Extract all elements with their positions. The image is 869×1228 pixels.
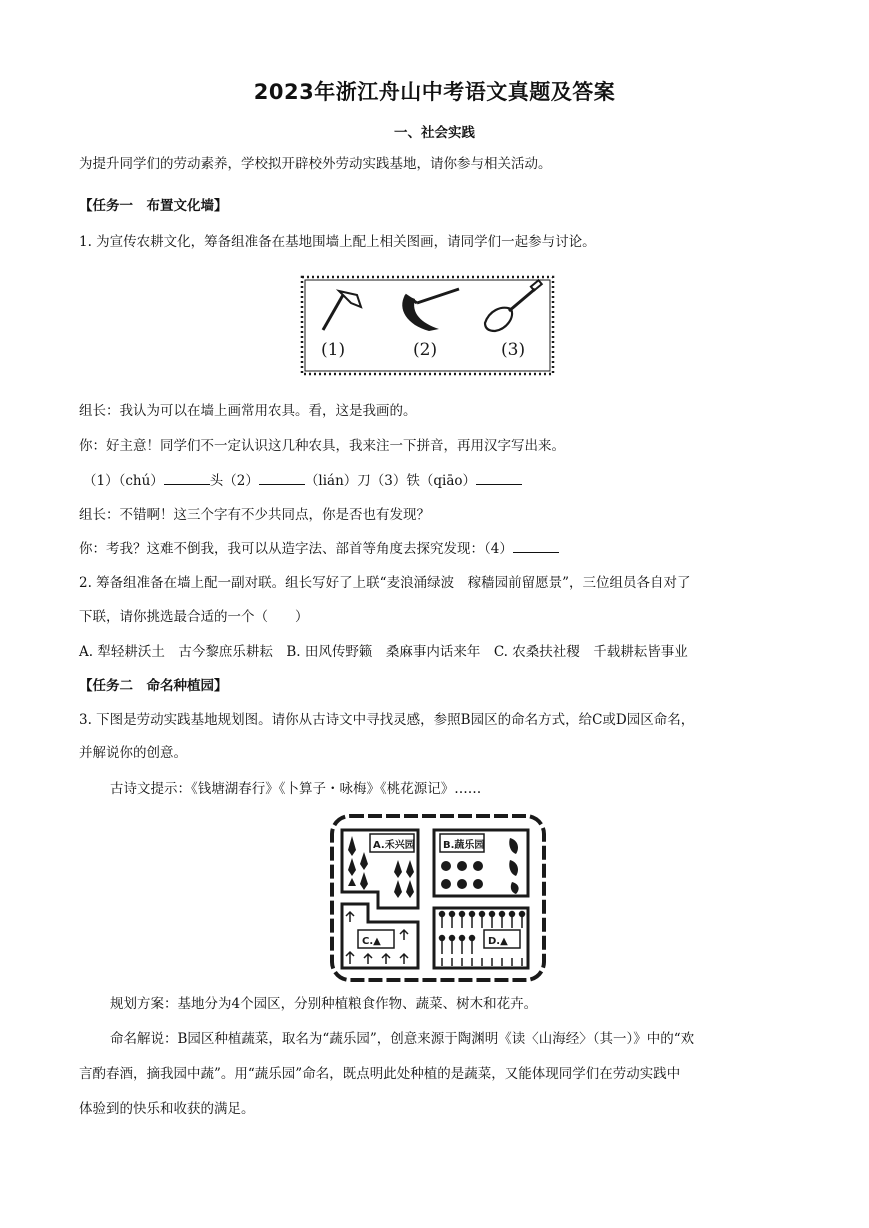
task1-heading: 【任务一 布置文化墙】 [79, 198, 228, 214]
fill-label-2: 头（2） [209, 473, 259, 489]
dialogue-you-2 [79, 540, 559, 558]
blank-2[interactable] [259, 472, 305, 485]
blank-4[interactable] [513, 540, 559, 553]
fill-in-line [83, 472, 522, 490]
intro-text: 为提升同学们的劳动素养，学校拟开辟校外劳动实践基地，请你参与相关活动。 [79, 156, 552, 172]
hoe-icon [323, 291, 361, 330]
garden-label-d: D.▲ [488, 936, 508, 947]
tool-label-3: (3) [501, 340, 526, 360]
shovel-icon [485, 280, 542, 331]
poem-hint: 古诗文提示：《钱塘湖春行》《卜算子・咏梅》《桃花源记》…… [110, 781, 482, 797]
dialogue-leader-2: 组长：不错啊！这三个字有不少共同点，你是否也有发现？ [79, 507, 430, 523]
question-3-line2: 并解说你的创意。 [79, 745, 187, 761]
farm-tools-figure [299, 273, 557, 381]
fill-label-1: （1）（chú） [83, 473, 164, 489]
page-title: 2023年浙江舟山中考语文真题及答案 [253, 80, 616, 104]
dialogue-you-2-text: 你：考我？这难不倒我，我可以从造字法、部首等角度去探究发现：（4） [79, 541, 513, 557]
tool-label-2: (2) [413, 340, 438, 360]
blank-1[interactable] [164, 472, 210, 485]
question-1: 1. 为宣传农耕文化，筹备组准备在基地围墙上配上相关图画，请同学们一起参与讨论。 [79, 234, 596, 250]
garden-label-a: A.禾兴园 [373, 840, 415, 851]
naming-explanation-line3: 体验到的快乐和收获的满足。 [79, 1101, 255, 1117]
sickle-icon [402, 289, 459, 331]
garden-label-b: B.蔬乐园 [443, 840, 485, 851]
tool-label-1: (1) [321, 340, 346, 360]
plan-text: 规划方案：基地分为4个园区，分别种植粮食作物、蔬菜、树木和花卉。 [110, 996, 538, 1012]
garden-label-c: C.▲ [362, 936, 381, 947]
dialogue-leader-1: 组长：我认为可以在墙上画常用农具。看，这是我画的。 [79, 403, 417, 419]
question-2-line2: 下联，请你挑选最合适的一个（ ） [79, 609, 309, 625]
garden-plan-map [328, 812, 548, 984]
question-2-options: A. 犁轻耕沃土 古今黎庶乐耕耘 B. 田风传野籁 桑麻事内话来年 C. 农桑扶社稷 千载耕耘皆事业 [79, 644, 688, 660]
fill-label-3: （lián）刀（3）铁（qiāo） [304, 473, 476, 489]
naming-explanation-line2: 言酌春酒，摘我园中蔬”。用“蔬乐园”命名，既点明此处种植的是蔬菜，又能体现同学们在劳动实践中 [79, 1066, 681, 1082]
naming-explanation-line1: 命名解说：B园区种植蔬菜，取名为“蔬乐园”，创意来源于陶渊明《读〈山海经〉（其一）》中的“欢 [110, 1031, 695, 1047]
question-2-line1: 2. 筹备组准备在墙上配一副对联。组长写好了上联“麦浪涌绿波 稼穑园前留愿景”，三位组员各自对了 [79, 575, 691, 591]
section-title: 一、社会实践 [394, 125, 475, 141]
task2-heading: 【任务二 命名种植园】 [79, 678, 228, 694]
dialogue-you-1: 你：好主意！同学们不一定认识这几种农具，我来注一下拼音，再用汉字写出来。 [79, 438, 565, 454]
question-3-line1: 3. 下图是劳动实践基地规划图。请你从古诗文中寻找灵感，参照B园区的命名方式，给C或D园区命名， [79, 712, 695, 728]
blank-3[interactable] [476, 472, 522, 485]
